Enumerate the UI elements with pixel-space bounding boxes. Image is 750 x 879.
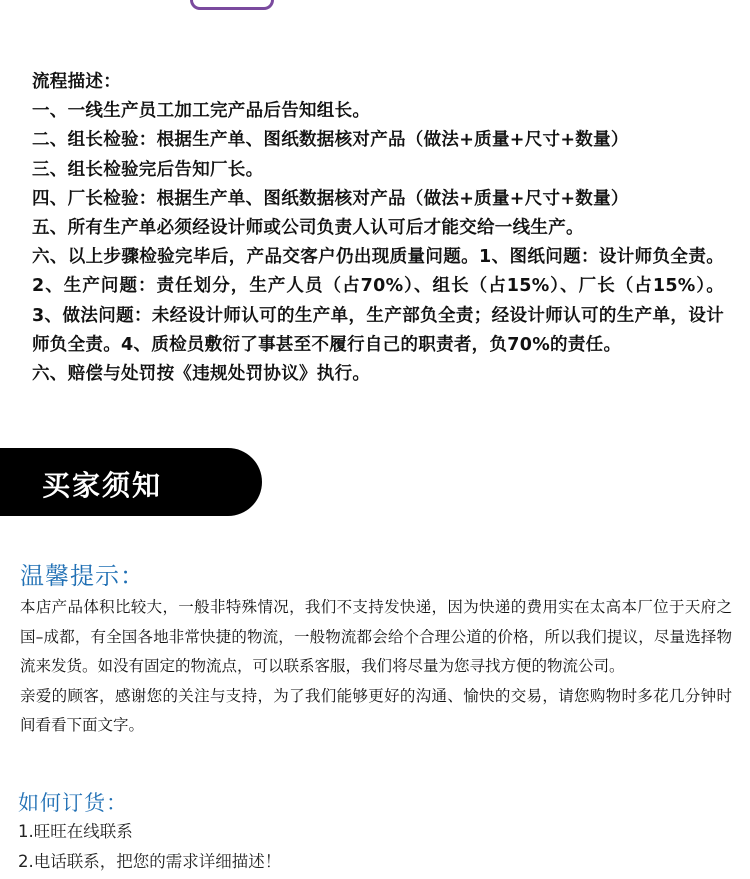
warm-tip-title: 温馨提示： xyxy=(20,562,145,590)
order-methods-list xyxy=(18,817,730,877)
process-heading: 流程描述： xyxy=(32,72,121,92)
buyer-notice-banner xyxy=(0,448,262,516)
top-decorative-tab xyxy=(190,0,274,10)
shipping-notice-paragraph: 本店产品体积比较大，一般非特殊情况，我们不支持发快递，因为快递的费用实在太高本厂位于天府之国–成都，有全国各地非常快捷的物流，一般物流都会给个合理公道的价格，所以我们提议，尽量选择物流来发货。如没有固定的物流点，可以联系客服，我们将尽量为您寻找方便的物流公司。 xyxy=(20,598,732,676)
warm-tip-body xyxy=(20,593,732,741)
process-step-4: 四、厂长检验：根据生产单、图纸数据核对产品（做法+质量+尺寸+数量） xyxy=(32,188,629,209)
process-description xyxy=(32,68,724,389)
order-method-wangwang: 1.旺旺在线联系 xyxy=(18,822,133,841)
order-method-phone: 2.电话联系，把您的需求详细描述！ xyxy=(18,852,282,871)
process-step-5: 五、所有生产单必须经设计师或公司负责人认可后才能交给一线生产。 xyxy=(32,218,584,239)
buyer-notice-title: 买家须知 xyxy=(42,469,163,502)
process-step-7: 六、赔偿与处罚按《违规处罚协议》执行。 xyxy=(32,364,371,385)
how-to-order-title: 如何订货： xyxy=(18,791,128,815)
process-step-3: 三、组长检验完后告知厂长。 xyxy=(32,159,264,180)
thanks-paragraph: 亲爱的顾客，感谢您的关注与支持，为了我们能够更好的沟通、愉快的交易，请您购物时多花几分钟时间看看下面文字。 xyxy=(20,686,732,735)
process-step-6: 六、以上步骤检验完毕后，产品交客户仍出现质量问题。1、图纸问题：设计师负全责。2、生产问题：责任划分，生产人员（占70%）、组长（占15%）、厂长（占15%）。3、做法问题：未经设计师认可的生产单，生产部负全责；经设计师认可的生产单，设计师负全责。4、质检员敷衍了事甚至不履行自己的职责者，负70%的责任。 xyxy=(32,247,724,355)
process-step-2: 二、组长检验：根据生产单、图纸数据核对产品（做法+质量+尺寸+数量） xyxy=(32,130,629,151)
process-step-1: 一、一线生产员工加工完产品后告知组长。 xyxy=(32,101,371,122)
